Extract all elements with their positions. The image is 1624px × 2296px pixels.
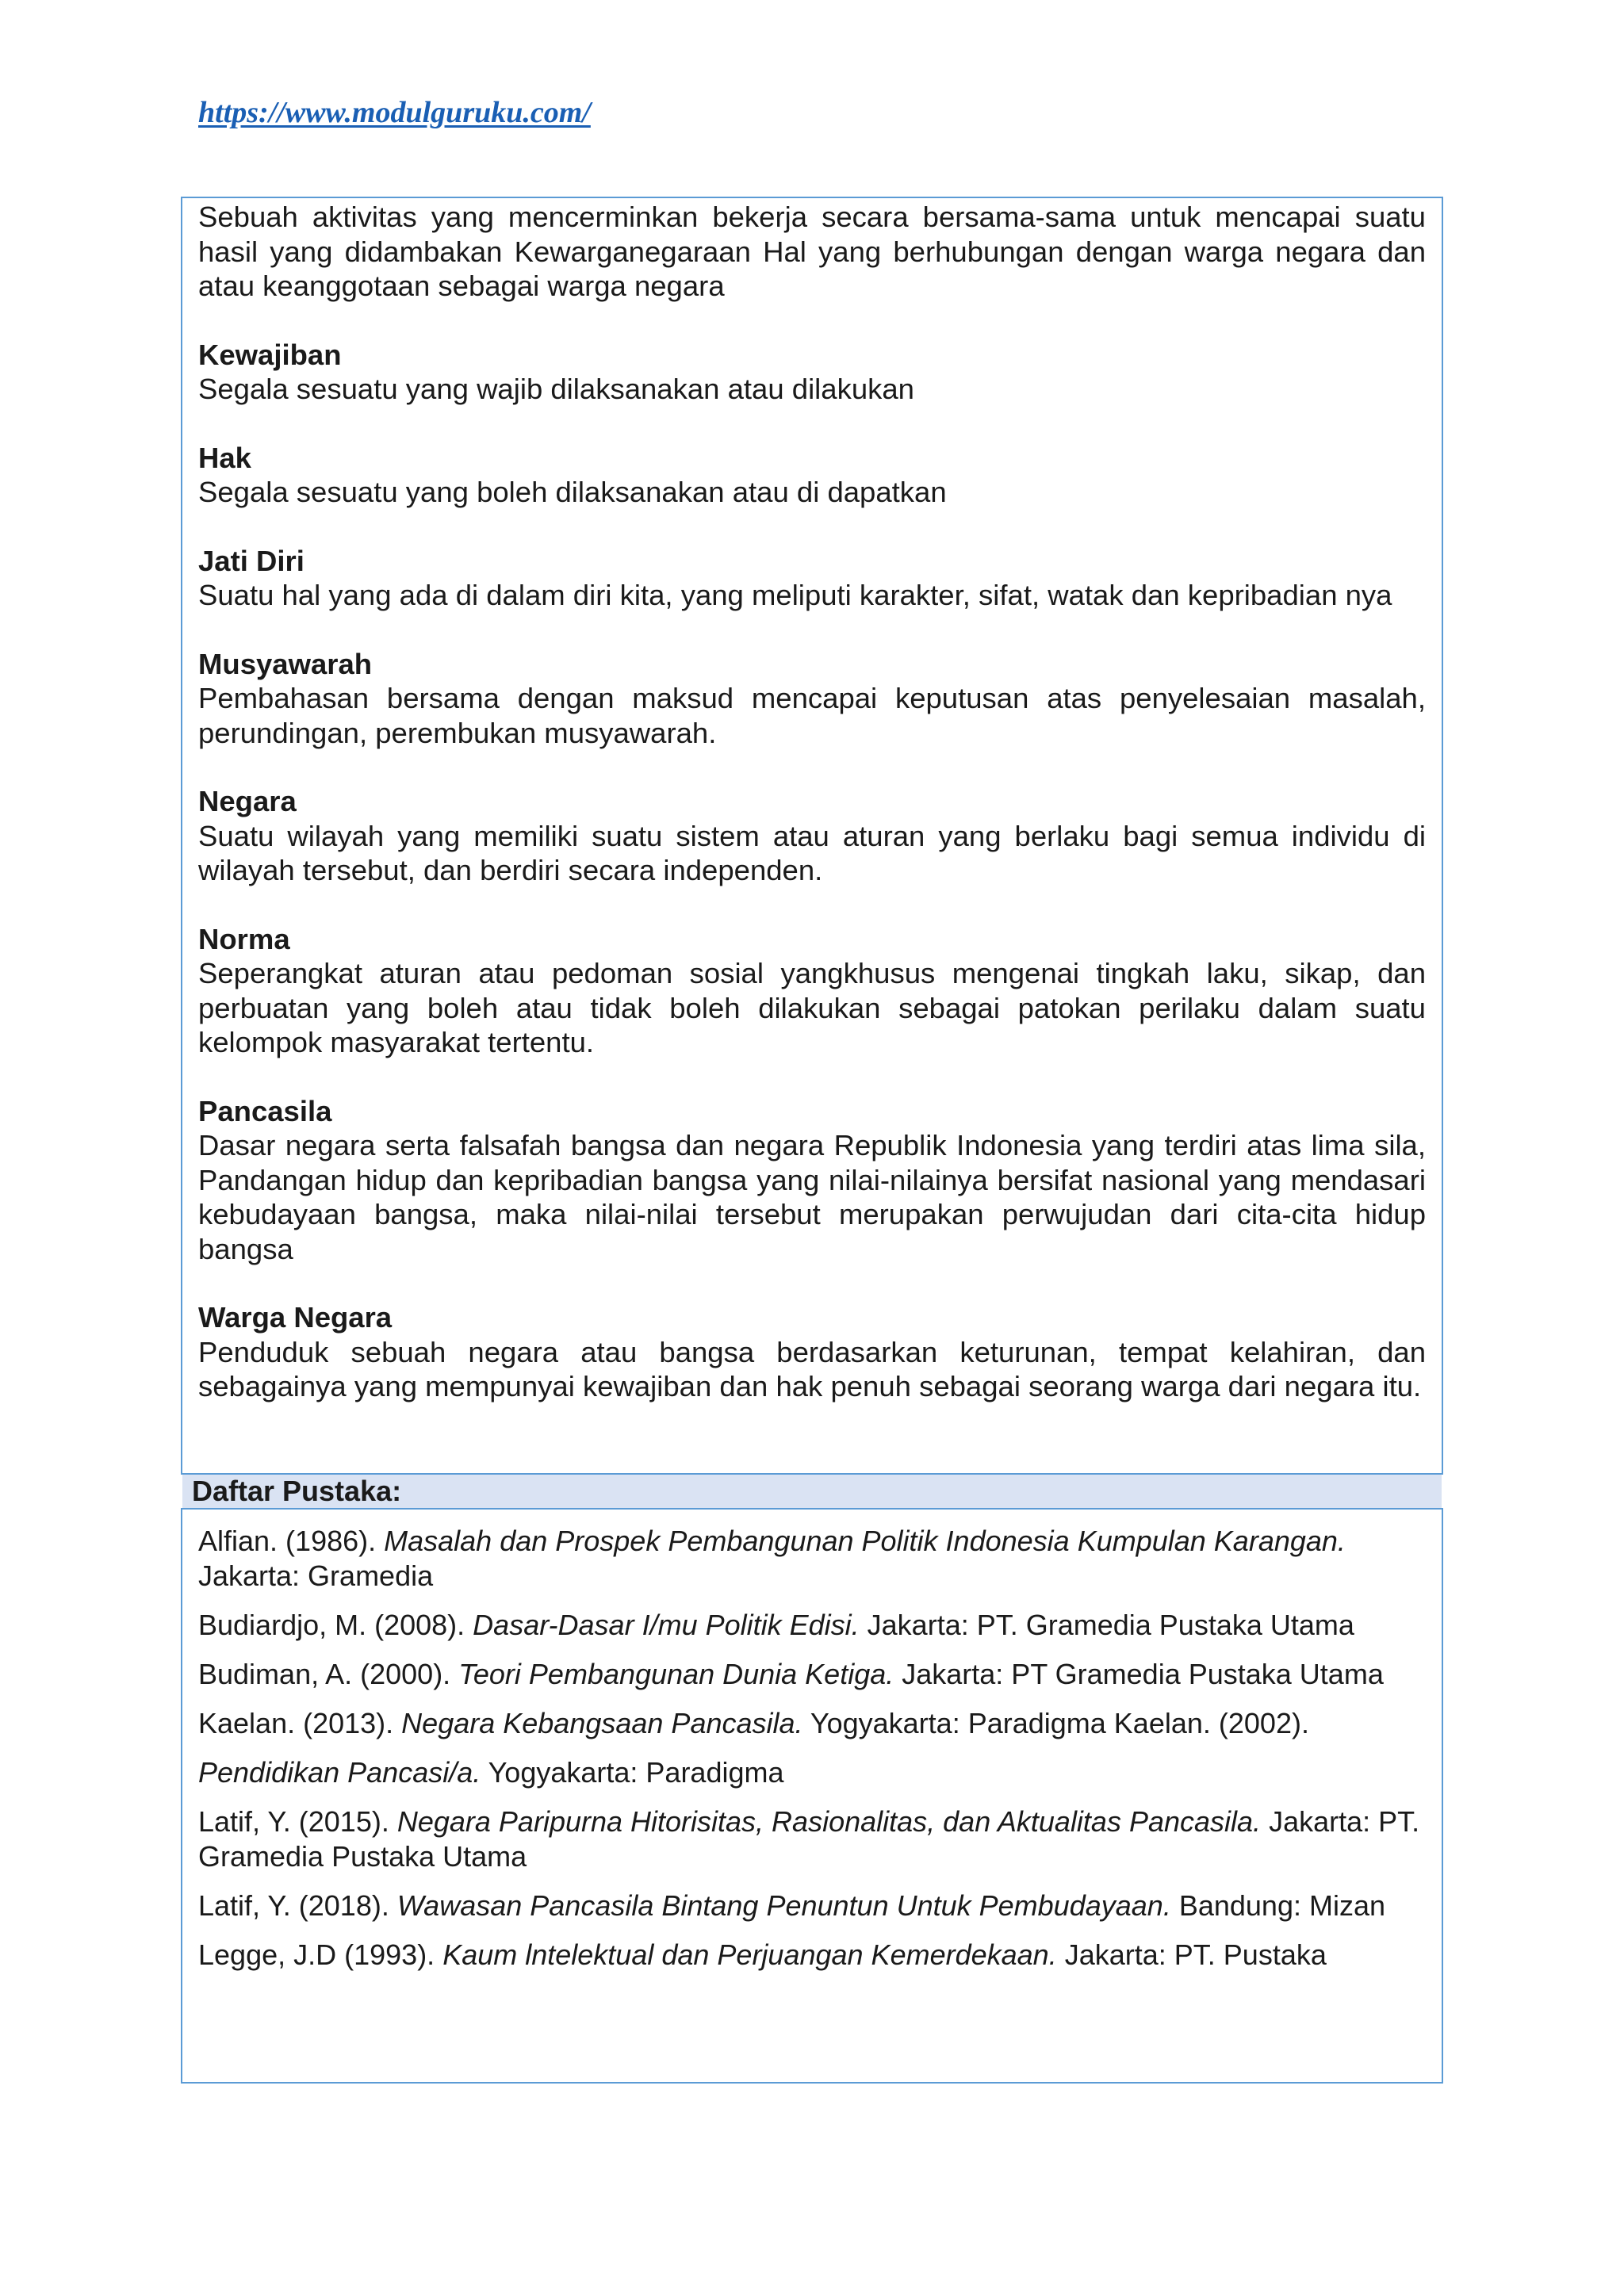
reference-publisher: Yogyakarta: Paradigma Kaelan. (2002). [802, 1707, 1309, 1739]
glossary-entry [198, 441, 1426, 510]
glossary-definition: Seperangkat aturan atau pedoman sosial yangkhusus mengenai tingkah laku, sikap, dan perbuatan yang boleh atau tidak boleh dilakukan sebagai patokan perilaku dalam suatu kelompok masyarakat tertentu. [198, 957, 1426, 1058]
reference-publisher: Yogyakarta: Paradigma [481, 1756, 784, 1789]
reference-publisher: Jakarta: Gramedia [198, 1559, 434, 1592]
reference-author: Latif, Y. (2015). [198, 1805, 397, 1838]
reference-publisher: Jakarta: PT. Pustaka [1056, 1938, 1327, 1971]
glossary-entry [198, 784, 1426, 888]
reference-title: Negara Kebangsaan Pancasila. [401, 1707, 803, 1739]
glossary-term: Hak [198, 441, 251, 474]
glossary-definition: Segala sesuatu yang wajib dilaksanakan atau dilakukan [198, 373, 914, 405]
reference-title: Wawasan Pancasila Bintang Penuntun Untuk Pembudayaan. [396, 1889, 1171, 1922]
glossary-box [181, 197, 1443, 1475]
reference-title: Teori Pembangunan Dunia Ketiga. [458, 1658, 894, 1690]
reference-item [198, 1706, 1426, 1741]
reference-item [198, 1524, 1426, 1594]
reference-author: Latif, Y. (2018). [198, 1889, 397, 1922]
glossary-definition: Penduduk sebuah negara atau bangsa berdasarkan keturunan, tempat kelahiran, dan sebagainya yang mempunyai kewajiban dan hak penuh sebagai seorang warga dari negara itu. [198, 1335, 1426, 1402]
reference-title: Dasar-Dasar I/mu Politik Edisi. [473, 1609, 860, 1641]
reference-title: Negara Paripurna Hitorisitas, Rasionalitas, dan Aktualitas Pancasila. [396, 1805, 1262, 1838]
glossary-entry [198, 922, 1426, 1060]
reference-item [198, 1888, 1426, 1923]
header-url-link[interactable]: https://www.modulguruku.com/ [198, 96, 591, 129]
reference-author: Alfian. (1986). [198, 1525, 385, 1557]
glossary-definition: Suatu wilayah yang memiliki suatu sistem atau aturan yang berlaku bagi semua individu di wilayah tersebut, dan berdiri secara independen. [198, 819, 1426, 886]
glossary-term: Warga Negara [198, 1301, 393, 1334]
reference-title: Masalah dan Prospek Pembangunan Politik Indonesia Kumpulan Karangan. [384, 1525, 1346, 1557]
reference-item [198, 1755, 1426, 1790]
glossary-definition: Dasar negara serta falsafah bangsa dan negara Republik Indonesia yang terdiri atas lima sila, Pandangan hidup dan kepribadian bangsa yang nilai-nilainya bersifat nasional yang mendasari kebudayaan bangsa, maka nilai-nilai tersebut merupakan perwujudan dari cita-cita hidup bangsa [198, 1129, 1426, 1265]
reference-item [198, 1938, 1426, 1973]
glossary-term: Negara [198, 785, 297, 817]
glossary-entry [198, 647, 1426, 751]
reference-publisher: Jakarta: PT. Gramedia Pustaka Utama [198, 1805, 1420, 1873]
references-heading: Daftar Pustaka: [182, 1473, 1442, 1510]
glossary-term: Musyawarah [198, 647, 373, 680]
reference-author: Budiardjo, M. (2008). [198, 1609, 473, 1641]
glossary-entry [198, 1094, 1426, 1267]
reference-item [198, 1804, 1426, 1874]
glossary-term: Pancasila [198, 1094, 332, 1127]
glossary-area [182, 198, 1442, 1475]
glossary-definition: Segala sesuatu yang boleh dilaksanakan atau di dapatkan [198, 476, 947, 508]
glossary-intro: Sebuah aktivitas yang mencerminkan bekerja secara bersama-sama untuk mencapai suatu hasil yang didambakan Kewarganegaraan Hal yang berhubungan dengan warga negara dan atau keanggotaan sebagai warga negara [198, 201, 1426, 302]
reference-publisher: Jakarta: PT. Gramedia Pustaka Utama [859, 1609, 1354, 1641]
glossary-entry [198, 544, 1426, 613]
glossary-entry [198, 1300, 1426, 1404]
reference-item [198, 1608, 1426, 1643]
glossary-entry [198, 338, 1426, 407]
glossary-definition: Suatu hal yang ada di dalam diri kita, yang meliputi karakter, sifat, watak dan kepribadian nya [198, 579, 1392, 611]
reference-title: Pendidikan Pancasi/a. [198, 1756, 481, 1789]
glossary-term: Norma [198, 922, 290, 955]
reference-publisher: Jakarta: PT Gramedia Pustaka Utama [894, 1658, 1384, 1690]
reference-publisher: Bandung: Mizan [1170, 1889, 1386, 1922]
reference-title: Kaum lntelektual dan Perjuangan Kemerdekaan. [442, 1938, 1057, 1971]
reference-author: Kaelan. (2013). [198, 1707, 402, 1739]
glossary-term: Kewajiban [198, 338, 342, 371]
references-list [181, 1508, 1443, 2084]
reference-item [198, 1657, 1426, 1692]
reference-author: Budiman, A. (2000). [198, 1658, 459, 1690]
reference-author: Legge, J.D (1993). [198, 1938, 443, 1971]
glossary-term: Jati Diri [198, 544, 304, 577]
glossary-definition: Pembahasan bersama dengan maksud mencapai keputusan atas penyelesaian masalah, perundingan, perembukan musyawarah. [198, 682, 1426, 749]
